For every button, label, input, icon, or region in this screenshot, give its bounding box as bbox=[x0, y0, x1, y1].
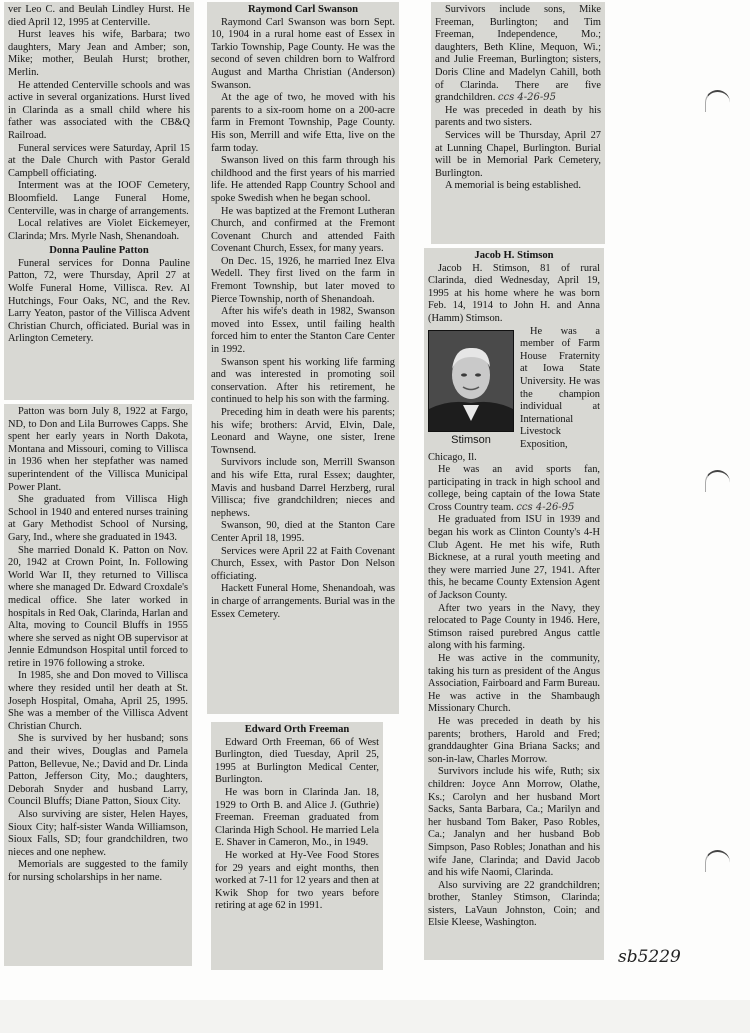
paragraph: Hurst leaves his wife, Barbara; two daughters, Mary Jean and Amber; son, Mike; mother, Beulah Hurst; brother, Merlin. bbox=[8, 29, 190, 78]
paragraph: Swanson, 90, died at the Stanton Care Center April 18, 1995. bbox=[211, 520, 395, 544]
paragraph: Raymond Carl Swanson was born Sept. 10, 1904 in a rural home east of Essex in Tarkio Township, Page County. He was the second of seven children born to Walfrord August and Martha Christian (Anderson) Swanson. bbox=[211, 16, 395, 91]
paragraph: Patton was born July 8, 1922 at Fargo, ND, to Don and Lila Burrowes Capps. She spent her early years in North Dakota, Montana and Missouri, coming to Villisca in 1936 when her stepfather was named superintendent of the Villisca Municipal Power Plant. bbox=[8, 406, 188, 493]
patton-heading: Donna Pauline Patton bbox=[49, 245, 149, 257]
swanson-obituary-clipping bbox=[207, 2, 399, 714]
portrait-image bbox=[429, 331, 513, 431]
paragraph: At the age of two, he moved with his parents to a six-room home on a 200-acre farm in Fremont Township, Page County. His son, Merrill and wife Etta, live on the farm today. bbox=[211, 92, 395, 154]
paragraph: He was preceded in death by his parents and two sisters. bbox=[435, 104, 601, 129]
paragraph: He was baptized at the Fremont Lutheran Church, and confirmed at the Fremont Covenant Church and attended Faith Covenant Church, Essex, for many years. bbox=[211, 205, 395, 255]
stimson-obituary-clipping bbox=[424, 248, 604, 960]
hurst-text bbox=[8, 4, 190, 243]
page-bottom-edge bbox=[0, 1000, 750, 1033]
binder-hole bbox=[705, 850, 730, 872]
paragraph: After his wife's death in 1982, Swanson moved into Essex, until failing health forced him to enter the Stanton Care Center in 1992. bbox=[211, 306, 395, 356]
patton-obituary-clipping bbox=[4, 404, 192, 966]
paragraph: Also surviving are sister, Helen Hayes, Sioux City; half-sister Wanda Williamson, Sioux Falls, SD; four grandchildren, two nieces and one nephew. bbox=[8, 809, 188, 858]
handwritten-id-mark: sb5229 bbox=[618, 947, 681, 967]
sports-text: He was an avid sports fan, participating in track in high school and college, being captain of the Iowa State Cross Country team. bbox=[428, 464, 600, 513]
paragraph: Funeral services for Donna Pauline Patton, 72, were Thursday, April 27 at Wolfe Funeral Home, Villisca. Rev. Al Hutchings, Four Oaks, NC, and the Rev. Larry Yeaton, pastor of the Villisca Advent Christian Church, officiated. Burial was in Arlington Cemetery. bbox=[8, 257, 190, 345]
paragraph: He was born in Clarinda Jan. 18, 1929 to Orth B. and Alice J. (Guthrie) Freeman. Freeman graduated from Clarinda High School. He married Lela E. Shaver in Cameron, Mo., in 1949. bbox=[215, 786, 379, 849]
handwritten-note: ccs 4-26-95 bbox=[497, 92, 557, 104]
stimson-heading: Jacob H. Stimson bbox=[474, 250, 554, 261]
freeman-obituary-clipping bbox=[211, 722, 383, 970]
paragraph: Jacob H. Stimson, 81 of rural Clarinda, died Wednesday, April 19, 1995 at his home where he was born Feb. 14, 1914 to John H. and Anna (Hamm) Stimson. bbox=[428, 262, 600, 324]
swanson-heading: Raymond Carl Swanson bbox=[247, 4, 359, 15]
paragraph: On Dec. 15, 1926, he married Inez Elva Wedell. They first lived on the farm in Fremont Township, but later moved to Pierce Township, north of Shenandoah. bbox=[211, 255, 395, 305]
paragraph: In 1985, she and Don moved to Villisca where they resided until her death at St. Joseph Hospital, Omaha, April 25, 1995. She was a member of the Villisca Advent Christian Church. bbox=[8, 670, 188, 732]
paragraph: Preceding him in death were his parents; his wife; brothers: Arvid, Elvin, Dale, Leonard and Wayne, one sister, Irene Townsend. bbox=[211, 407, 395, 456]
paragraph bbox=[428, 464, 600, 514]
paragraph: Survivors include son, Merrill Swanson and his wife Etta, rural Essex; daughter, Mavis and husband Darrel Herzberg, rural Villisca; five grandchildren; nieces and nephews. bbox=[211, 457, 395, 519]
paragraph: Survivors include his wife, Ruth; six children: Joyce Ann Morrow, Olathe, Ks.; Carolyn and her husband Mort Sacks, Santa Barbara, Ca.; Marilyn and her husband Tom Baker, Paso Robles, Ca.; Janalyn and her husband Bob Simpson, Paso Robles; Jonathan and his wife Jane, Clarinda; and David Jacob and his wife Naomi, Clarinda. bbox=[428, 766, 600, 879]
paragraph: She graduated from Villisca High School in 1940 and entered nurses training at Gary Methodist School of Nursing, Gary, Ind., where she graduated in 1943. bbox=[8, 494, 188, 543]
paragraph: She is survived by her husband; sons and their wives, Douglas and Pamela Patton, Bellevue, Ne.; David and Dr. Linda Patton, Jefferson City, Mo.; daughters, Deborah Snyder and husband Larry, Council Bluffs; Diane Patton, Sioux City. bbox=[8, 733, 188, 808]
paragraph: He attended Centerville schools and was active in several organizations. Hurst lived in Clarinda as a small child where his father was associated with the CB&Q Railroad. bbox=[8, 79, 190, 141]
paragraph: Memorials are suggested to the family for nursing scholarships in her name. bbox=[8, 859, 188, 883]
paragraph: After two years in the Navy, they relocated to Page County in 1946. Here, Stimson raised purebred Angus cattle along with his farming. bbox=[428, 602, 600, 652]
paragraph: He graduated from ISU in 1939 and began his work as Clinton County's 4-H Club Agent. He met his wife, Ruth Bicknese, at a rural youth meeting and they were married June 27, 1941. After this, he became County Extension Agent of Jackson County. bbox=[428, 514, 600, 602]
paragraph: Also surviving are 22 grandchildren; brother, Stanley Stimson, Clarinda; sisters, LaVaun Johnston, Coin; and Elsie Kleese, Washington. bbox=[428, 879, 600, 929]
paragraph bbox=[435, 4, 601, 105]
paragraph: He was active in the community, taking his turn as president of the Angus Association, Fairboard and Farm Bureau. He was active in the Shambaugh Missionary Church. bbox=[428, 653, 600, 715]
paragraph: Swanson spent his working life farming and was interested in promoting soil conservation. After his retirement, he continued to help his son with the farming. bbox=[211, 356, 395, 406]
survivors-text: Survivors include sons, Mike Freeman, Burlington; and Tim Freeman, Independence, Mo.; daughters, Beth Kline, Mequon, Wi.; and Julie Freeman, Burlington; sisters, Doris Cline and Madelyn Cahill, both of Clarinda. There are five grandchildren. bbox=[435, 4, 601, 104]
paragraph: A memorial is being established. bbox=[445, 180, 581, 192]
paragraph: She married Donald K. Patton on Nov. 20, 1942 at Crown Point, In. Following World War II, they returned to Villisca where she managed Dr. Edward Croxdale's medical office. She later worked in hospitals in Red Oak, Clarinda, Harlan and Alta, moving to Council Bluffs in 1955 where she served as night OB supervisor at Jennie Edmundson Hospital until forced to retire in 1976 following a stroke. bbox=[8, 544, 188, 669]
paragraph: Funeral services were Saturday, April 15 at the Dale Church with Pastor Gerald Campbell officiating. bbox=[8, 142, 190, 179]
paragraph: He was a member of Farm House Fraternity at Iowa State University. He was the champion individual at International Livestock Exposition, Chicago, Il. bbox=[428, 325, 600, 463]
paragraph: Local relatives are Violet Eickemeyer, Clarinda; Mrs. Myrle Nash, Shenandoah. bbox=[8, 218, 190, 242]
stimson-portrait-photo bbox=[428, 330, 514, 432]
paragraph: Edward Orth Freeman, 66 of West Burlington, died Tuesday, April 25, 1995 at Burlington Medical Center, Burlington. bbox=[215, 736, 379, 786]
freeman-continued-clipping bbox=[431, 2, 605, 244]
hurst-obituary-clipping bbox=[4, 2, 194, 400]
paragraph: Interment was at the IOOF Cemetery, Bloomfield. Lange Funeral Home, Centerville, was in charge of arrangements. bbox=[8, 180, 190, 217]
paragraph: Services will be Thursday, April 27 at Lunning Chapel, Burlington. Burial will be in Memorial Park Cemetery, Burlington. bbox=[435, 129, 601, 179]
freeman-heading: Edward Orth Freeman bbox=[244, 724, 350, 735]
paragraph: He worked at Hy-Vee Food Stores for 29 years and eight months, then worked at 7-11 for 12 years and then at Kwik Shop for two years before retiring at age 62 in 1991. bbox=[215, 849, 379, 912]
paragraph: Swanson lived on this farm through his childhood and the first years of his married life. He attended Rapp Country School and spoke Swedish when he began school. bbox=[211, 155, 395, 204]
handwritten-note: ccs 4-26-95 bbox=[516, 501, 575, 513]
stimson-photo-block bbox=[428, 330, 514, 447]
paragraph: Hackett Funeral Home, Shenandoah, was in charge of arrangements. Burial was in the Essex Cemetery. bbox=[211, 583, 395, 620]
photo-caption: Stimson bbox=[451, 433, 491, 446]
paragraph: ver Leo C. and Beulah Lindley Hurst. He died April 12, 1995 at Centerville. bbox=[8, 4, 190, 28]
paragraph: He was preceded in death by his parents; brothers, Harold and Fred; granddaughter Gina Briana Sacks; and son-in-law, Charles Morrow. bbox=[428, 715, 600, 765]
binder-hole bbox=[705, 470, 730, 492]
binder-hole bbox=[705, 90, 730, 112]
paragraph: Services were April 22 at Faith Covenant Church, Essex, with Pastor Don Nelson officiating. bbox=[211, 545, 395, 582]
